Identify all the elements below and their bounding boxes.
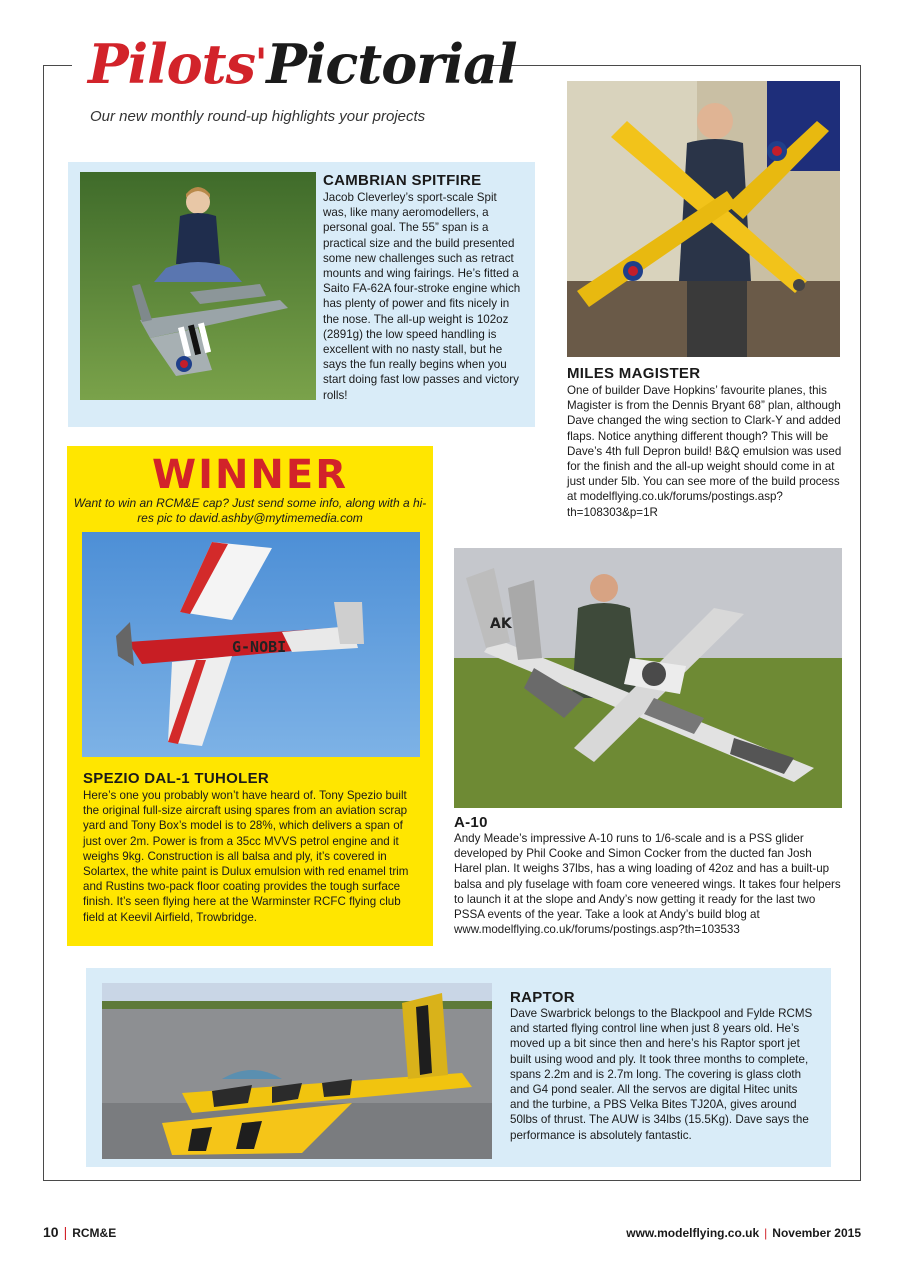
raptor-heading: RAPTOR bbox=[510, 989, 575, 1006]
spitfire-heading: CAMBRIAN SPITFIRE bbox=[323, 172, 482, 189]
magister-photo bbox=[567, 81, 840, 357]
spezio-heading: SPEZIO DAL-1 TUHOLER bbox=[83, 770, 270, 787]
spezio-photo bbox=[82, 532, 420, 757]
a10-heading: A-10 bbox=[454, 814, 488, 831]
magazine-name: RCM&E bbox=[72, 1226, 117, 1240]
footer-left: 10 | RCM&E bbox=[43, 1224, 117, 1240]
a10-photo bbox=[454, 548, 842, 808]
a10-tail-code: AK bbox=[490, 616, 512, 632]
title-pictorial: Pictorial bbox=[266, 32, 517, 96]
title-apostrophe: ' bbox=[255, 40, 267, 87]
footer-right: www.modelflying.co.uk | November 2015 bbox=[626, 1226, 861, 1240]
spitfire-body: Jacob Cleverley’s sport-scale Spit was, like many aeromodellers, a personal goal. The 55” span is a practical size and the build presented some new challenges such as retract mounts and wing fairings. He’s fitted a Saito FA-62A four-stroke engine which has plenty of power and fits nicely in the nose. The all-up weight is 102oz (2891g) the low speed handling is excellent with no nasty stall, but he says the fun really begins when you start doing fast low passes and victory rolls! bbox=[323, 191, 521, 402]
winner-title: WINNER bbox=[151, 452, 349, 498]
page-number: 10 bbox=[43, 1224, 59, 1240]
page-title bbox=[88, 24, 517, 104]
issue-date: November 2015 bbox=[772, 1226, 861, 1240]
raptor-body: Dave Swarbrick belongs to the Blackpool and Fylde RCMS and started flying control line when just 8 years old. He’s moved up a bit since then and here’s his Raptor sport jet built using wood and ply. It took three months to complete, spans 2.2m and is 2.7m long. The covering is glass cloth and G4 pond sealer. All the servos are digital Hitec units and the turbine, a PBS Velka Bites TJ20A, gives around 50lbs of thrust. The AUW is 34lbs (15.5Kg). Dave says the performance is absolutely fantastic. bbox=[510, 1007, 813, 1142]
spezio-body: Here’s one you probably won’t have heard of. Tony Spezio built the original full-size aircraft using spares from an aviation scrap yard and Tony Box’s model is to 28%, which delivers a span of just over 2m. Power is from a 35cc MVVS petrol engine and it weighs 9kg. Construction is all balsa and ply, it’s covered in Solartex, the white paint is Dulux emulsion with red enamel trim and Rustins two-pack floor coating provides the tough surface finish. It’s seen flying here at the Warminster RCFC flying club field at Keevil Airfield, Trowbridge. bbox=[83, 789, 409, 924]
spitfire-photo bbox=[80, 172, 316, 400]
magister-heading: MILES MAGISTER bbox=[567, 365, 701, 382]
a10-body: Andy Meade’s impressive A-10 runs to 1/6-scale and is a PSS glider developed by Phil Cooke and Simon Cocker from the ducted fan Josh Harel plan. It weighs 37lbs, has a wing loading of 42oz and has a built-up balsa and ply fuselage with foam core veneered wings. It takes four helpers to launch it at the slope and Andy’s now getting it ready for the last two PSSA events of the year. Take a look at Andy’s build blog at www.modelflying.co.uk/forums/postings.asp?th=103533 bbox=[454, 832, 841, 937]
magister-body: One of builder Dave Hopkins’ favourite planes, this Magister is from the Dennis Bryant 68” plan, although Dave changed the wing section to Clark-Y and added flaps. Notice anything different though? This will be Dave’s 4th full Depron build! B&Q emulsion was used for the finish and the all-up weight should come in at just under 5lb. You can see more of the build process at modelflying.co.uk/forums/postings.asp?th=108303&p=1R bbox=[567, 384, 842, 519]
title-pilots: Pilots bbox=[88, 32, 255, 96]
winner-subtitle: Want to win an RCM&E cap? Just send some info, along with a hi-res pic to david.ashby@mytimemedia.com bbox=[73, 496, 427, 525]
website-link: www.modelflying.co.uk bbox=[626, 1226, 760, 1240]
page-subtitle: Our new monthly round-up highlights your projects bbox=[90, 108, 426, 125]
raptor-photo bbox=[102, 983, 492, 1159]
spezio-registration: G-NOBI bbox=[232, 638, 287, 656]
